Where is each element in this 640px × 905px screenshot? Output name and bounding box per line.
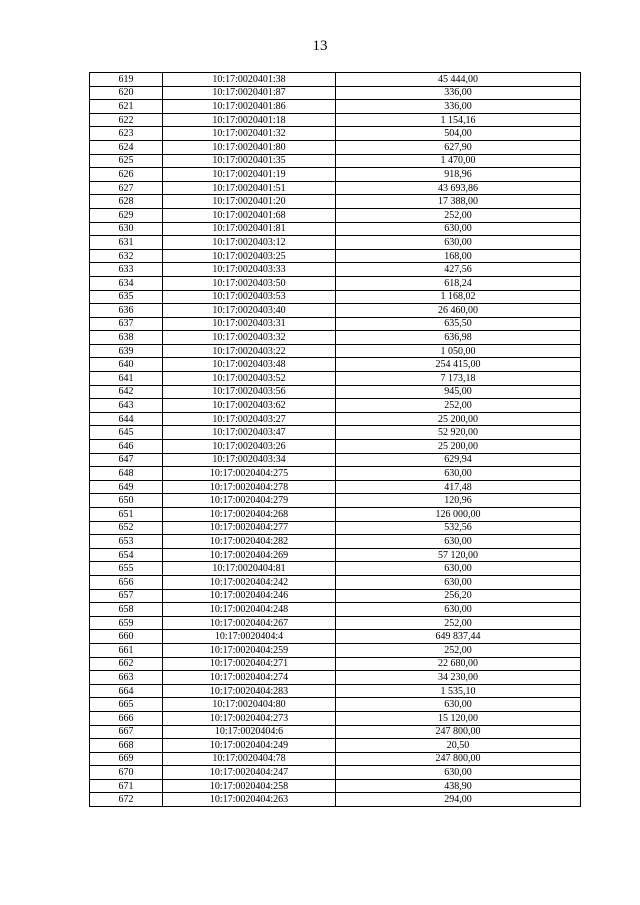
cadastral-number-cell: 10:17:0020404:263	[163, 793, 336, 807]
value-cell: 52 920,00	[336, 426, 581, 440]
value-cell: 25 200,00	[336, 440, 581, 454]
value-cell: 438,90	[336, 779, 581, 793]
row-number-cell: 642	[90, 385, 163, 399]
cadastral-number-cell: 10:17:0020404:273	[163, 711, 336, 725]
cadastral-number-cell: 10:17:0020404:269	[163, 548, 336, 562]
cadastral-number-cell: 10:17:0020403:33	[163, 263, 336, 277]
cadastral-number-cell: 10:17:0020403:32	[163, 331, 336, 345]
table-row	[90, 412, 581, 426]
value-cell: 649 837,44	[336, 630, 581, 644]
value-cell: 254 415,00	[336, 358, 581, 372]
table-row	[90, 508, 581, 522]
row-number-cell: 632	[90, 249, 163, 263]
value-cell: 945,00	[336, 385, 581, 399]
row-number-cell: 644	[90, 412, 163, 426]
table-row	[90, 711, 581, 725]
cadastral-number-cell: 10:17:0020403:25	[163, 249, 336, 263]
row-number-cell: 629	[90, 208, 163, 222]
table-row	[90, 643, 581, 657]
table-row	[90, 195, 581, 209]
row-number-cell: 650	[90, 494, 163, 508]
cadastral-number-cell: 10:17:0020404:278	[163, 480, 336, 494]
table-row	[90, 630, 581, 644]
value-cell: 630,00	[336, 467, 581, 481]
value-cell: 168,00	[336, 249, 581, 263]
cadastral-number-cell: 10:17:0020401:32	[163, 127, 336, 141]
value-cell: 630,00	[336, 575, 581, 589]
value-cell: 120,96	[336, 494, 581, 508]
cadastral-number-cell: 10:17:0020401:35	[163, 154, 336, 168]
table-row	[90, 453, 581, 467]
table-row	[90, 657, 581, 671]
row-number-cell: 641	[90, 372, 163, 386]
table-row	[90, 752, 581, 766]
row-number-cell: 671	[90, 779, 163, 793]
value-cell: 918,96	[336, 168, 581, 182]
cadastral-number-cell: 10:17:0020401:68	[163, 208, 336, 222]
table-row	[90, 548, 581, 562]
cadastral-number-cell: 10:17:0020403:50	[163, 276, 336, 290]
value-cell: 630,00	[336, 222, 581, 236]
value-cell: 635,50	[336, 317, 581, 331]
cadastral-number-cell: 10:17:0020403:22	[163, 344, 336, 358]
row-number-cell: 660	[90, 630, 163, 644]
value-cell: 630,00	[336, 766, 581, 780]
cadastral-number-cell: 10:17:0020404:248	[163, 603, 336, 617]
table-row	[90, 779, 581, 793]
cadastral-number-cell: 10:17:0020403:56	[163, 385, 336, 399]
cadastral-number-cell: 10:17:0020401:81	[163, 222, 336, 236]
table-row	[90, 263, 581, 277]
row-number-cell: 669	[90, 752, 163, 766]
row-number-cell: 628	[90, 195, 163, 209]
table-row	[90, 127, 581, 141]
value-cell: 7 173,18	[336, 372, 581, 386]
table-row	[90, 385, 581, 399]
row-number-cell: 637	[90, 317, 163, 331]
row-number-cell: 657	[90, 589, 163, 603]
row-number-cell: 645	[90, 426, 163, 440]
value-cell: 252,00	[336, 399, 581, 413]
row-number-cell: 643	[90, 399, 163, 413]
cadastral-number-cell: 10:17:0020404:78	[163, 752, 336, 766]
table-row	[90, 671, 581, 685]
value-cell: 427,56	[336, 263, 581, 277]
row-number-cell: 656	[90, 575, 163, 589]
row-number-cell: 639	[90, 344, 163, 358]
cadastral-number-cell: 10:17:0020404:259	[163, 643, 336, 657]
value-cell: 34 230,00	[336, 671, 581, 685]
value-cell: 43 693,86	[336, 181, 581, 195]
table-row	[90, 616, 581, 630]
row-number-cell: 653	[90, 535, 163, 549]
value-cell: 247 800,00	[336, 725, 581, 739]
table-row	[90, 399, 581, 413]
table-row	[90, 86, 581, 100]
cadastral-number-cell: 10:17:0020403:26	[163, 440, 336, 454]
value-cell: 252,00	[336, 208, 581, 222]
value-cell: 336,00	[336, 86, 581, 100]
cadastral-number-cell: 10:17:0020401:20	[163, 195, 336, 209]
table-row	[90, 589, 581, 603]
table-row	[90, 154, 581, 168]
row-number-cell: 666	[90, 711, 163, 725]
row-number-cell: 667	[90, 725, 163, 739]
value-cell: 25 200,00	[336, 412, 581, 426]
table-row	[90, 684, 581, 698]
cadastral-number-cell: 10:17:0020403:34	[163, 453, 336, 467]
cadastral-number-cell: 10:17:0020403:27	[163, 412, 336, 426]
cadastral-number-cell: 10:17:0020401:51	[163, 181, 336, 195]
row-number-cell: 635	[90, 290, 163, 304]
row-number-cell: 624	[90, 140, 163, 154]
table-row	[90, 304, 581, 318]
cadastral-number-cell: 10:17:0020404:4	[163, 630, 336, 644]
value-cell: 630,00	[336, 603, 581, 617]
table-row	[90, 168, 581, 182]
value-cell: 1 050,00	[336, 344, 581, 358]
value-cell: 630,00	[336, 698, 581, 712]
value-cell: 252,00	[336, 643, 581, 657]
cadastral-number-cell: 10:17:0020404:275	[163, 467, 336, 481]
cadastral-number-cell: 10:17:0020404:247	[163, 766, 336, 780]
row-number-cell: 621	[90, 100, 163, 114]
row-number-cell: 646	[90, 440, 163, 454]
cadastral-number-cell: 10:17:0020404:246	[163, 589, 336, 603]
table-row	[90, 236, 581, 250]
cadastral-number-cell: 10:17:0020403:12	[163, 236, 336, 250]
table-row	[90, 467, 581, 481]
row-number-cell: 631	[90, 236, 163, 250]
cadastral-number-cell: 10:17:0020404:81	[163, 562, 336, 576]
table-row	[90, 480, 581, 494]
row-number-cell: 638	[90, 331, 163, 345]
cadastral-number-cell: 10:17:0020404:6	[163, 725, 336, 739]
table-row	[90, 113, 581, 127]
row-number-cell: 654	[90, 548, 163, 562]
table-row	[90, 521, 581, 535]
cadastral-number-cell: 10:17:0020404:249	[163, 739, 336, 753]
table-row	[90, 372, 581, 386]
value-cell: 1 168,02	[336, 290, 581, 304]
table-row	[90, 725, 581, 739]
value-cell: 252,00	[336, 616, 581, 630]
value-cell: 126 000,00	[336, 508, 581, 522]
row-number-cell: 623	[90, 127, 163, 141]
row-number-cell: 648	[90, 467, 163, 481]
table-row	[90, 739, 581, 753]
row-number-cell: 665	[90, 698, 163, 712]
row-number-cell: 662	[90, 657, 163, 671]
value-cell: 1 154,16	[336, 113, 581, 127]
cadastral-number-cell: 10:17:0020404:279	[163, 494, 336, 508]
cadastral-number-cell: 10:17:0020401:18	[163, 113, 336, 127]
cadastral-number-cell: 10:17:0020404:242	[163, 575, 336, 589]
row-number-cell: 651	[90, 508, 163, 522]
table-row	[90, 535, 581, 549]
cadastral-number-cell: 10:17:0020404:268	[163, 508, 336, 522]
parcel-table	[89, 72, 581, 807]
table-row	[90, 426, 581, 440]
row-number-cell: 620	[90, 86, 163, 100]
row-number-cell: 663	[90, 671, 163, 685]
row-number-cell: 652	[90, 521, 163, 535]
cadastral-number-cell: 10:17:0020403:31	[163, 317, 336, 331]
value-cell: 532,56	[336, 521, 581, 535]
row-number-cell: 633	[90, 263, 163, 277]
value-cell: 336,00	[336, 100, 581, 114]
cadastral-number-cell: 10:17:0020401:80	[163, 140, 336, 154]
row-number-cell: 619	[90, 73, 163, 87]
row-number-cell: 659	[90, 616, 163, 630]
value-cell: 630,00	[336, 236, 581, 250]
cadastral-number-cell: 10:17:0020401:38	[163, 73, 336, 87]
page-number: 13	[312, 38, 328, 54]
row-number-cell: 622	[90, 113, 163, 127]
table-row	[90, 562, 581, 576]
value-cell: 630,00	[336, 535, 581, 549]
value-cell: 22 680,00	[336, 657, 581, 671]
cadastral-number-cell: 10:17:0020403:52	[163, 372, 336, 386]
table-row	[90, 249, 581, 263]
table-row	[90, 766, 581, 780]
value-cell: 629,94	[336, 453, 581, 467]
table-row	[90, 73, 581, 87]
cadastral-number-cell: 10:17:0020404:282	[163, 535, 336, 549]
table-row	[90, 793, 581, 807]
row-number-cell: 649	[90, 480, 163, 494]
cadastral-number-cell: 10:17:0020404:267	[163, 616, 336, 630]
table-row	[90, 140, 581, 154]
cadastral-number-cell: 10:17:0020401:87	[163, 86, 336, 100]
table-row	[90, 358, 581, 372]
cadastral-number-cell: 10:17:0020403:53	[163, 290, 336, 304]
value-cell: 627,90	[336, 140, 581, 154]
value-cell: 15 120,00	[336, 711, 581, 725]
cadastral-number-cell: 10:17:0020404:80	[163, 698, 336, 712]
row-number-cell: 661	[90, 643, 163, 657]
value-cell: 17 388,00	[336, 195, 581, 209]
cadastral-number-cell: 10:17:0020404:271	[163, 657, 336, 671]
row-number-cell: 625	[90, 154, 163, 168]
table-row	[90, 575, 581, 589]
value-cell: 636,98	[336, 331, 581, 345]
value-cell: 247 800,00	[336, 752, 581, 766]
table-row	[90, 276, 581, 290]
value-cell: 417,48	[336, 480, 581, 494]
parcel-table-body	[90, 73, 581, 807]
value-cell: 1 470,00	[336, 154, 581, 168]
row-number-cell: 664	[90, 684, 163, 698]
cadastral-number-cell: 10:17:0020404:258	[163, 779, 336, 793]
row-number-cell: 647	[90, 453, 163, 467]
cadastral-number-cell: 10:17:0020401:86	[163, 100, 336, 114]
row-number-cell: 640	[90, 358, 163, 372]
table-row	[90, 440, 581, 454]
table-row	[90, 494, 581, 508]
table-row	[90, 181, 581, 195]
row-number-cell: 672	[90, 793, 163, 807]
table-row	[90, 331, 581, 345]
value-cell: 504,00	[336, 127, 581, 141]
table-row	[90, 290, 581, 304]
value-cell: 630,00	[336, 562, 581, 576]
table-row	[90, 317, 581, 331]
row-number-cell: 655	[90, 562, 163, 576]
value-cell: 1 535,10	[336, 684, 581, 698]
value-cell: 618,24	[336, 276, 581, 290]
table-row	[90, 222, 581, 236]
cadastral-number-cell: 10:17:0020403:48	[163, 358, 336, 372]
value-cell: 45 444,00	[336, 73, 581, 87]
row-number-cell: 658	[90, 603, 163, 617]
row-number-cell: 634	[90, 276, 163, 290]
table-row	[90, 344, 581, 358]
table-row	[90, 603, 581, 617]
cadastral-number-cell: 10:17:0020404:274	[163, 671, 336, 685]
row-number-cell: 670	[90, 766, 163, 780]
value-cell: 256,20	[336, 589, 581, 603]
row-number-cell: 668	[90, 739, 163, 753]
row-number-cell: 630	[90, 222, 163, 236]
value-cell: 57 120,00	[336, 548, 581, 562]
value-cell: 294,00	[336, 793, 581, 807]
cadastral-number-cell: 10:17:0020403:47	[163, 426, 336, 440]
value-cell: 26 460,00	[336, 304, 581, 318]
cadastral-number-cell: 10:17:0020404:283	[163, 684, 336, 698]
table-row	[90, 698, 581, 712]
cadastral-number-cell: 10:17:0020403:62	[163, 399, 336, 413]
cadastral-number-cell: 10:17:0020404:277	[163, 521, 336, 535]
row-number-cell: 636	[90, 304, 163, 318]
table-row	[90, 208, 581, 222]
row-number-cell: 626	[90, 168, 163, 182]
cadastral-number-cell: 10:17:0020403:40	[163, 304, 336, 318]
value-cell: 20,50	[336, 739, 581, 753]
table-row	[90, 100, 581, 114]
cadastral-number-cell: 10:17:0020401:19	[163, 168, 336, 182]
row-number-cell: 627	[90, 181, 163, 195]
